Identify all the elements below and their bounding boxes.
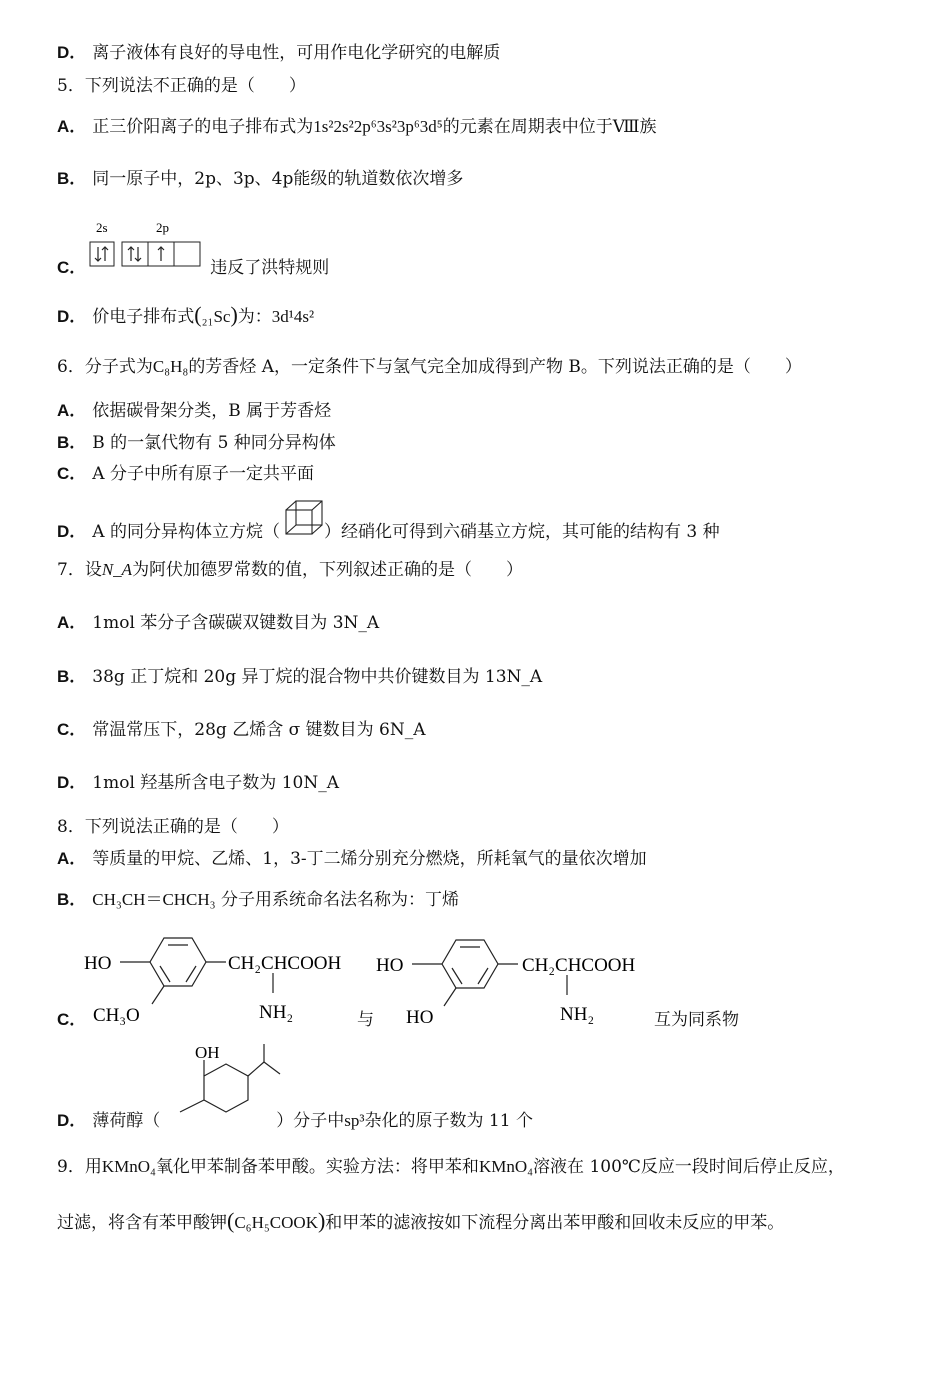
- option-label: A．: [57, 401, 87, 420]
- formula-c6h5cook: C₆H₅COOK: [234, 1213, 318, 1232]
- q6-option-d: [57, 521, 720, 543]
- q8-option-b: [57, 889, 459, 911]
- option-text-mid: ）分子中: [276, 1111, 345, 1131]
- molecule-2: [376, 930, 666, 1030]
- cubane-structure: [282, 498, 328, 538]
- electron-config: 1s²2s²2p⁶3s²3p⁶3d⁵: [313, 117, 443, 136]
- formula-kmno4: KMnO₄: [101, 1157, 156, 1176]
- option-label: B．: [57, 667, 87, 686]
- option-text: 同一原子中，2p、3p、4p能级的轨道数依次增多: [92, 169, 464, 189]
- option-text-post: ）经硝化可得到六硝基立方烷，其可能的结构有 3 种: [323, 522, 720, 542]
- mol1-ho: HO: [84, 953, 112, 974]
- question-stem: 8．下列说法正确的是（ ）: [57, 817, 289, 837]
- q7-option-b: [57, 666, 542, 688]
- q8-option-c: [57, 1009, 92, 1031]
- option-text: 等质量的甲烷、乙烯、1，3-丁二烯分别充分燃烧，所耗氧气的量依次增加: [92, 849, 647, 869]
- hybridization: sp³: [344, 1111, 365, 1130]
- option-label: D．: [57, 43, 87, 62]
- option-label: C．: [57, 1010, 87, 1029]
- option-text: 违反了洪特规则: [210, 258, 330, 278]
- q6-option-b: [57, 432, 336, 454]
- orbital-2p-label: 2p: [156, 220, 169, 235]
- option-label: B．: [57, 433, 87, 452]
- option-label: C．: [57, 720, 87, 739]
- option-label: B．: [57, 890, 87, 909]
- formula-kmno4-2: KMnO₄: [478, 1157, 534, 1176]
- question-stem: 5．下列说法不正确的是（ ）: [57, 76, 306, 96]
- option-label: A．: [57, 613, 87, 632]
- stem-post: 为阿伏加德罗常数的值，下列叙述正确的是（ ）: [132, 560, 524, 580]
- q5-option-b: [57, 168, 463, 190]
- q7-option-a: [57, 612, 379, 634]
- q8-option-c-text: [654, 1009, 739, 1031]
- mol2-chain: CH₂CHCOOH: [522, 955, 636, 976]
- option-text: 常温常压下，28g 乙烯含 σ 键数目为 6N_A: [92, 720, 426, 740]
- option-text-pre: 正三价阳离子的电子排布式为: [92, 117, 314, 137]
- option-text: 1mol 羟基所含电子数为 10N_A: [92, 773, 339, 793]
- paren-open: (: [227, 1208, 235, 1233]
- q8-option-d: [57, 1110, 533, 1132]
- option-text: 互为同系物: [654, 1010, 739, 1030]
- option-text: B 的一氯代物有 5 种同分异构体: [92, 433, 336, 453]
- q4-option-d: [57, 42, 500, 64]
- stem-pre: 过滤，将含有苯甲酸钾: [57, 1213, 227, 1233]
- formula: CH₃CH＝CHCH₃: [92, 890, 216, 909]
- q9-line-1: [57, 1156, 845, 1178]
- option-text-post: 的元素在周期表中位于Ⅷ族: [442, 117, 657, 137]
- q5-option-d: [57, 304, 314, 328]
- q5-stem: [57, 75, 306, 97]
- option-label: C．: [57, 258, 87, 277]
- option-text-post: 为：: [237, 307, 272, 327]
- q7-stem: [57, 559, 523, 581]
- q8-option-c-conj: [357, 1009, 374, 1031]
- stem-post: 溶液在 100℃反应一段时间后停止反应，: [533, 1157, 845, 1177]
- stem-pre: 9．用: [57, 1157, 102, 1177]
- mol2-ho2: HO: [406, 1007, 434, 1028]
- paren-close: ): [230, 302, 238, 327]
- option-text-pre: A 的同分异构体立方烷（: [92, 522, 280, 542]
- option-text: A 分子中所有原子一定共平面: [92, 464, 314, 484]
- molecule-1: [84, 930, 374, 1030]
- option-label: B．: [57, 169, 87, 188]
- option-label: A．: [57, 117, 87, 136]
- q8-stem: [57, 816, 289, 838]
- stem-mid: 氧化甲苯制备苯甲酸。实验方法：将甲苯和: [155, 1157, 479, 1177]
- avogadro-symbol: N_A: [101, 560, 133, 579]
- option-label: D．: [57, 307, 87, 326]
- conjunction: 与: [357, 1010, 374, 1030]
- mol1-chain: CH₂CHCOOH: [228, 953, 342, 974]
- q6-stem: [57, 356, 802, 378]
- q7-option-c: [57, 719, 425, 741]
- stem-pre: 7．设: [57, 560, 102, 580]
- q8-option-a: [57, 848, 647, 870]
- q9-line-2: [57, 1210, 784, 1234]
- stem-post: 和甲苯的滤液按如下流程分离出苯甲酸和回收未反应的甲苯。: [325, 1213, 785, 1233]
- option-text-post: 杂化的原子数为 11 个: [364, 1111, 533, 1131]
- q5-option-c: [57, 257, 329, 279]
- q5-option-a: [57, 116, 656, 138]
- option-label: D．: [57, 1111, 87, 1130]
- option-text-pre: 价电子排布式: [92, 307, 195, 327]
- option-text-pre: 薄荷醇（: [92, 1111, 161, 1131]
- orbital-2s-label: 2s: [96, 220, 108, 235]
- option-text: 38g 正丁烷和 20g 异丁烷的混合物中共价键数目为 13N_A: [92, 667, 543, 687]
- paren-close: ): [317, 1208, 326, 1233]
- option-label: A．: [57, 849, 87, 868]
- option-label: D．: [57, 773, 87, 792]
- q7-option-d: [57, 772, 339, 794]
- mol2-ho: HO: [376, 955, 404, 976]
- mol1-och3: CH₃O: [93, 1005, 140, 1026]
- option-text: 分子用系统命名法名称为：丁烯: [221, 890, 460, 910]
- q6-option-c: [57, 463, 314, 485]
- mol1-nh2: NH₂: [259, 1002, 294, 1023]
- paren-open: (: [194, 302, 202, 327]
- option-text: 1mol 苯分子含碳碳双键数目为 3N_A: [92, 613, 380, 633]
- cubane-svg: [282, 498, 328, 538]
- option-label: C．: [57, 464, 87, 483]
- stem-pre: 6．分子式为: [57, 357, 153, 377]
- formula: C₈H₈: [152, 357, 189, 376]
- element-symbol: ₂₁Sc: [201, 307, 231, 326]
- electron-config: 3d¹4s²: [271, 307, 315, 326]
- q6-option-a: [57, 400, 331, 422]
- mol2-nh2: NH₂: [560, 1004, 595, 1025]
- stem-post: 的芳香烃 A，一定条件下与氢气完全加成得到产物 B。下列说法正确的是（ ）: [188, 357, 802, 377]
- option-text: 离子液体有良好的导电性，可用作电化学研究的电解质: [92, 43, 501, 63]
- menthol-oh: OH: [195, 1043, 220, 1062]
- option-label: D．: [57, 522, 87, 541]
- option-text: 依据碳骨架分类，B 属于芳香烃: [92, 401, 332, 421]
